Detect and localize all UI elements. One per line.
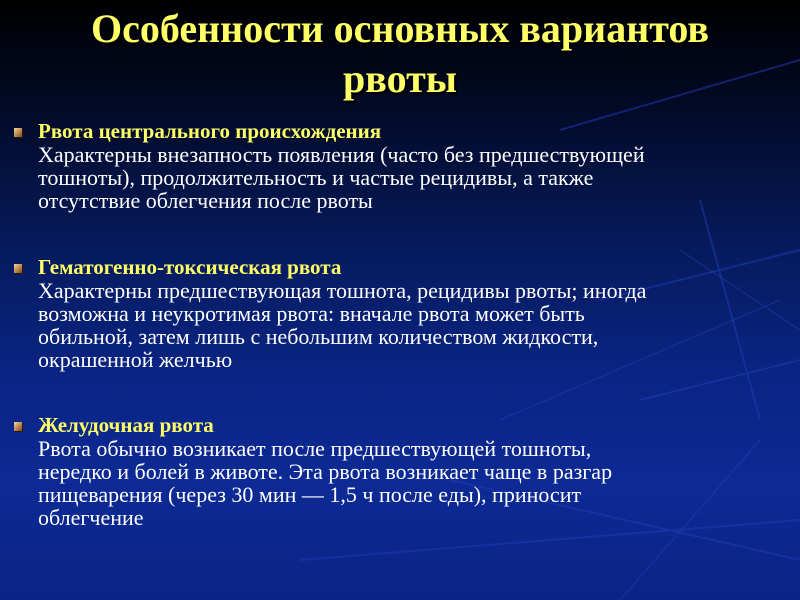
item-body-line: Характерны внезапность появления (часто без предшествующей (38, 142, 645, 167)
slide-title-line-2: рвоты (343, 56, 457, 101)
item-body-line: окрашенной желчью (38, 347, 233, 372)
item-body-line: тошноты), продолжительность и частые рецидивы, а также (38, 165, 594, 190)
bullet-item-central (14, 120, 784, 212)
item-body-line: нередко и болей в животе. Эта рвота возникает чаще в разгар (38, 459, 613, 484)
item-heading: Желудочная рвота (38, 413, 214, 437)
item-body-line: облегчение (38, 505, 144, 530)
item-body-line: Характерны предшествующая тошнота, рецидивы рвоты; иногда (38, 278, 647, 303)
item-body-line: пищеварения (через 30 мин — 1,5 ч после еды), приносит (38, 482, 582, 507)
item-body-line: возможна и неукротимая рвота: вначале рвота может быть (38, 301, 585, 326)
bullet-square-icon (14, 264, 22, 273)
slide-title-line-1: Особенности основных вариантов (91, 6, 709, 51)
bullet-item-hematogenous (14, 256, 784, 371)
bullet-square-icon (14, 128, 22, 137)
item-body-line: отсутствие облегчения после рвоты (38, 188, 373, 213)
item-body-line: обильной, затем лишь с небольшим количеством жидкости, (38, 324, 599, 349)
bullet-square-icon (14, 422, 22, 431)
bullet-item-gastric (14, 414, 784, 529)
item-heading: Рвота центрального происхождения (38, 119, 382, 143)
item-heading: Гематогенно-токсическая рвота (38, 255, 342, 279)
slide-title (0, 4, 800, 104)
item-body-line: Рвота обычно возникает после предшествующей тошноты, (38, 436, 592, 461)
